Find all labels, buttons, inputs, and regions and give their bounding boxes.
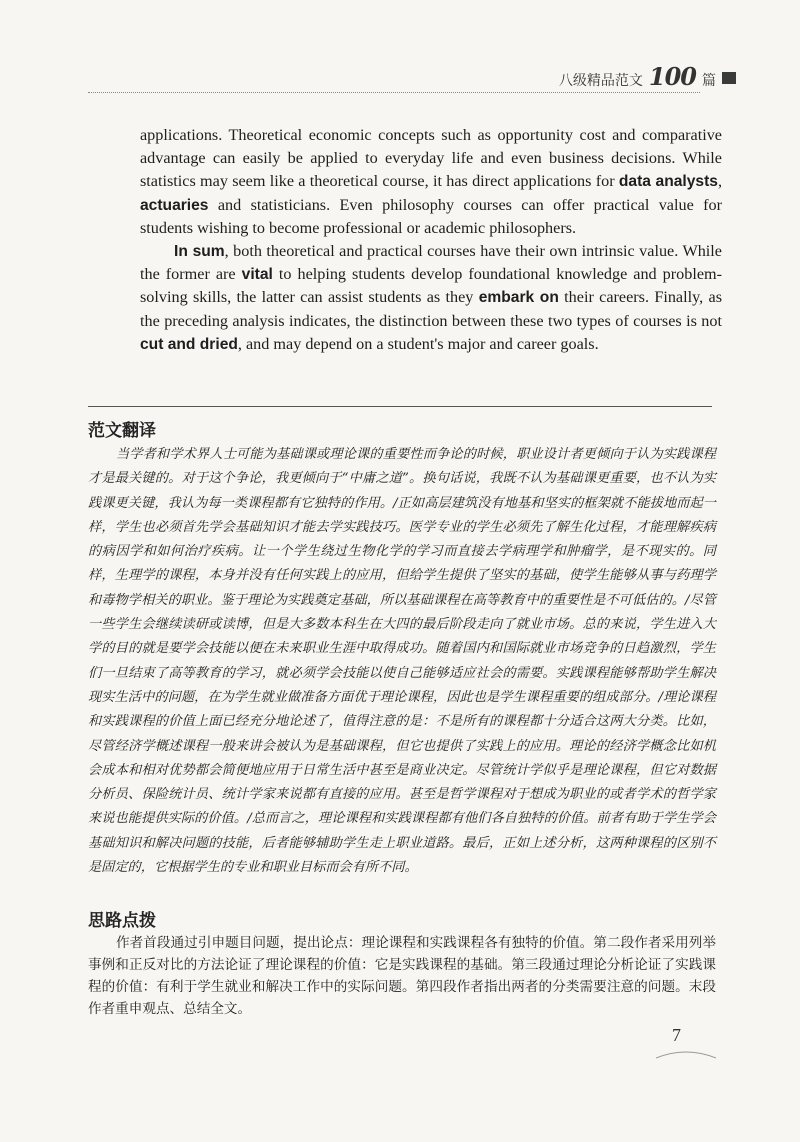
essay-text-run: ,	[717, 172, 723, 191]
essay-text-run: their careers. Finally, as the preceding analysis indicates, the distinction between these two types of courses is not	[140, 288, 722, 330]
essay-body	[140, 124, 722, 356]
essay-text-run: and statisticians. Even philosophy courses can offer practical value for students wishing to become professional or academic philosophers.	[140, 195, 722, 237]
analysis-heading: 思路点拨	[88, 911, 156, 931]
running-header	[559, 62, 716, 91]
essay-text-run: , both theoretical and practical courses have their own intrinsic value. While the former are	[140, 242, 722, 284]
page-number-ornament	[656, 1048, 716, 1060]
essay-text-run: to helping students develop foundational knowledge and problem-solving skills, the latter can assist students as they	[140, 265, 722, 307]
translation-text: 当学者和学术界人士可能为基础课或理论课的重要性而争论的时候，职业设计者更倾向于认为实践课程才是最关键的。对于这个争论，我更倾向于“中庸之道”。换句话说，我既不认为基础课更重要，也不认为实践课更关键，我认为每一类课程都有它独特的作用。/正如高层建筑没有地基和坚实的框架就不能拔地而起一样，学生也必须首先学会基础知识才能去学实践技巧。医学专业的学生必须先了解生化过程，才能理解疾病的病因学和如何治疗疾病。让一个学生绕过生物化学的学习而直接去学病理学和肿瘤学，是不现实的。同样，生理学的课程，本身并没有任何实践上的应用，但给学生提供了坚实的基础，使学生能够从事与药理学和毒物学相关的职业。鉴于理论为实践奠定基础，所以基础课程在高等教育中的重要性是不可低估的。/尽管一些学生会继续读研或读博，但是大多数本科生在大四的最后阶段走向了就业市场。总的来说，学生进入大学的目的就是要学会技能以便在未来职业生涯中取得成功。随着国内和国际就业市场竞争的日趋激烈，学生们一旦结束了高等教育的学习，就必须学会技能以使自己能够适应社会的需要。实践课程能够帮助学生解决现实生活中的问题，在为学生就业做准备方面优于理论课程，因此也是学生课程重要的组成部分。/理论课程和实践课程的价值上面已经充分地论述了，值得注意的是：不是所有的课程都十分适合这两大分类。比如，尽管经济学概述课程一般来讲会被认为是基础课程，但它也提供了实践上的应用。理论的经济学概念比如机会成本和相对优势都会简便地应用于日常生活中甚至是商业决定。尽管统计学似乎是理论课程，但它对数据分析员、保险统计员、统计学家来说都有直接的应用。甚至是哲学课程对于想成为职业的或者学术的哲学家来说也能提供实际的价值。/总而言之，理论课程和实践课程都有他们各自独特的价值。前者有助于学生学会基础知识和解决问题的技能，后者能够辅助学生走上职业道路。最后，正如上述分析，这两种课程的区别不是固定的，它根据学生的专业和职业目标而会有所不同。	[88, 447, 716, 876]
book-title-suffix: 篇	[702, 73, 716, 89]
header-block-mark	[722, 72, 736, 84]
essay-text-run: , and may depend on a student's major and career goals.	[237, 334, 599, 353]
page-number: 7	[672, 1025, 681, 1045]
book-number: 100	[648, 62, 696, 91]
section-divider	[88, 406, 712, 407]
book-title: 八级精品范文	[558, 73, 643, 89]
highlight-term: In sum	[174, 243, 225, 261]
translation-heading: 范文翻译	[88, 421, 156, 441]
highlight-term: embark on	[478, 289, 559, 307]
highlight-term: vital	[241, 266, 273, 284]
essay-paragraph	[140, 240, 722, 356]
highlight-term: cut and dried	[140, 335, 238, 353]
analysis-text: 作者首段通过引申题目问题，提出论点：理论课程和实践课程各有独特的价值。第二段作者采用列举事例和正反对比的方法论证了理论课程的价值：它是实践课程的基础。第三段通过理论分析论证了实践课程的价值：有利于学生就业和解决工作中的实际问题。第四段作者指出两者的分类需要注意的问题。末段作者重申观点、总结全文。	[88, 935, 716, 1017]
header-rule	[88, 92, 700, 93]
essay-paragraph	[140, 124, 722, 240]
highlight-term: actuaries	[140, 196, 209, 214]
highlight-term: data analysts	[618, 173, 718, 191]
essay-text-run: applications. Theoretical economic concepts such as opportunity cost and comparative advantage can easily be applied to everyday life and even business decisions. While statistics may seem like a theoretical course, it has direct applications for	[140, 126, 722, 191]
